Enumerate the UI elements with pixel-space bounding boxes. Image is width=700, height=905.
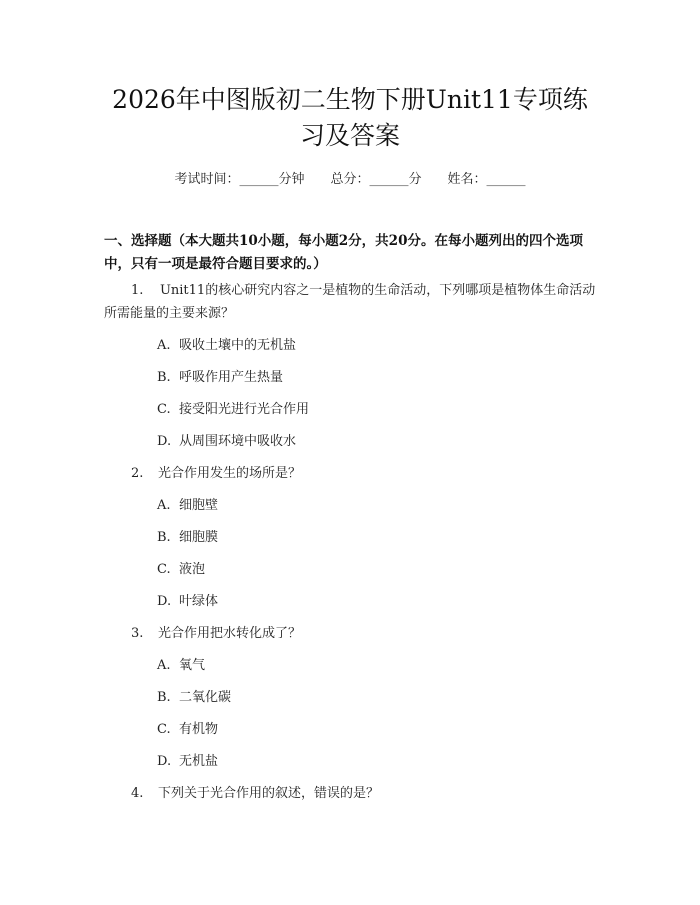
- question-2-number: 2.: [131, 466, 144, 481]
- question-3: [131, 622, 301, 641]
- question-1-option-b: B. 呼吸作用产生热量: [157, 370, 284, 385]
- question-1-option-c: C. 接受阳光进行光合作用: [157, 402, 310, 417]
- exam-meta: [0, 168, 700, 187]
- section-heading: 一、选择题（本大题共10小题，每小题2分，共20分。在每小题列出的四个选项中，只有一项是最符合题目要求的。）: [104, 233, 583, 272]
- question-3-option-d: D. 无机盐: [157, 754, 219, 769]
- question-1-text: Unit11的核心研究内容之一是植物的生命活动，下列哪项是植物体生命活动所需能量的主要来源？: [104, 283, 596, 321]
- question-4-number: 4.: [131, 786, 144, 801]
- question-1-option-d: D. 从周围环境中吸收水: [157, 434, 297, 449]
- question-2: [131, 462, 301, 481]
- question-3-text: 光合作用把水转化成了？: [158, 626, 302, 641]
- question-2-option-c: C. 液泡: [157, 562, 206, 577]
- question-1-number: 1.: [131, 283, 144, 298]
- question-2-option-b: B. 细胞膜: [157, 530, 219, 545]
- question-1-option-a: A. 吸收土壤中的无机盐: [157, 338, 297, 353]
- exam-name: 姓名：______: [447, 172, 526, 187]
- question-3-number: 3.: [131, 626, 144, 641]
- exam-time: 考试时间：______分钟: [174, 172, 305, 187]
- page-title-line1: 2026年中图版初二生物下册Unit11专项练: [112, 85, 588, 114]
- page-title-line2: 习及答案: [299, 121, 400, 150]
- question-3-option-c: C. 有机物: [157, 722, 219, 737]
- question-1: [104, 279, 604, 325]
- question-4: [131, 782, 379, 801]
- question-3-option-a: A. 氧气: [157, 658, 206, 673]
- question-4-text: 下列关于光合作用的叙述，错误的是？: [158, 786, 380, 801]
- question-3-option-b: B. 二氧化碳: [157, 690, 232, 705]
- exam-score: 总分：______分: [330, 172, 422, 187]
- question-2-text: 光合作用发生的场所是？: [158, 466, 302, 481]
- question-2-option-d: D. 叶绿体: [157, 594, 219, 609]
- question-2-option-a: A. 细胞壁: [157, 498, 219, 513]
